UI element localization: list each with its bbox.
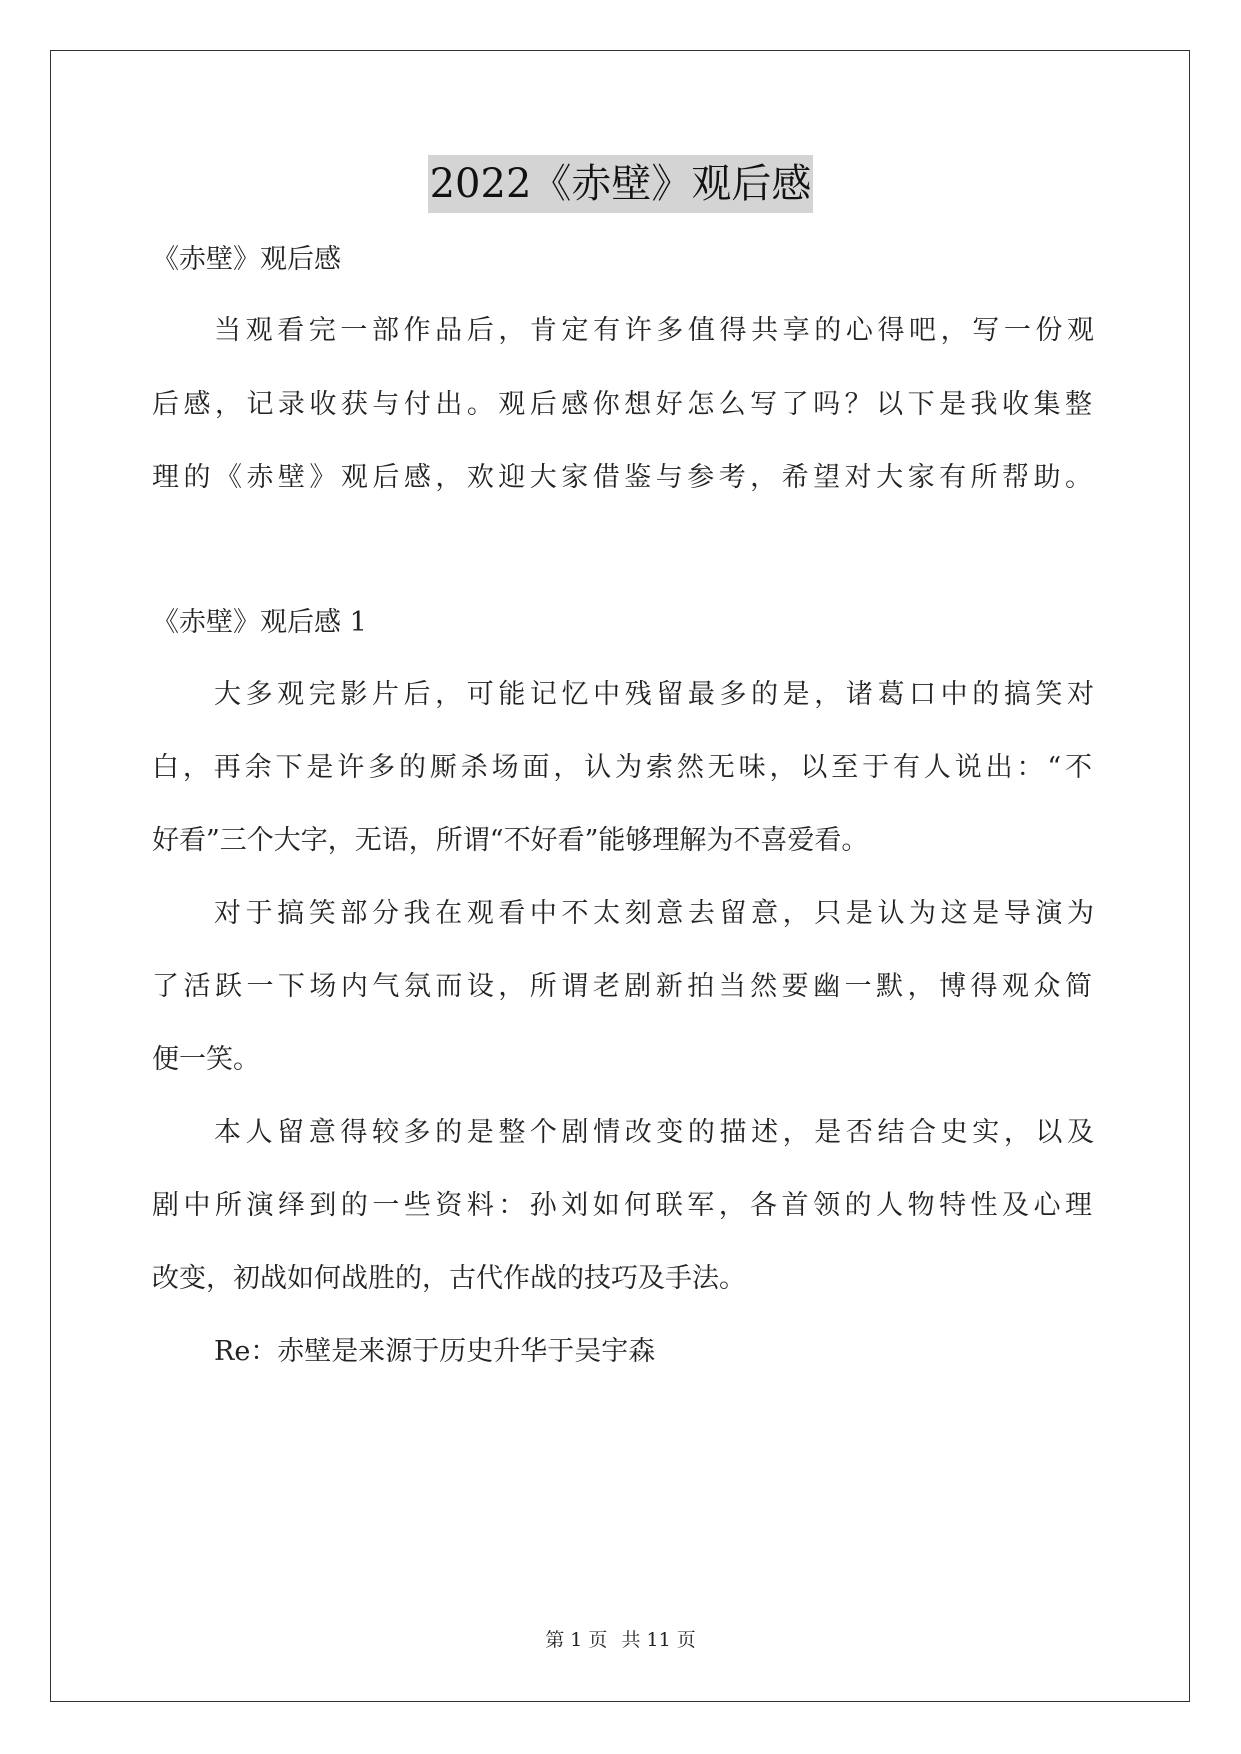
document-title: 2022《赤壁》观后感 — [428, 155, 814, 213]
paragraph1-line-1: 大多观完影片后，可能记忆中残留最多的是，诸葛口中的搞笑对 — [214, 679, 1094, 710]
paragraph3-line-1: 本人留意得较多的是整个剧情改变的描述，是否结合史实，以及 — [214, 1117, 1094, 1148]
page-footer — [0, 1628, 1241, 1652]
section-heading: 《赤壁》观后感 1 — [152, 607, 367, 638]
page-border — [50, 50, 1190, 1702]
page-number: 第 1 页 — [545, 1629, 608, 1651]
paragraph4: Re：赤壁是来源于历史升华于吴宇森 — [214, 1336, 656, 1367]
intro-line-3: 理的《赤壁》观后感，欢迎大家借鉴与参考，希望对大家有所帮助。 — [152, 462, 1092, 493]
paragraph2-line-1: 对于搞笑部分我在观看中不太刻意去留意，只是认为这是导演为 — [214, 898, 1094, 929]
paragraph3-line-3: 改变，初战如何战胜的，古代作战的技巧及手法。 — [152, 1263, 746, 1294]
paragraph3-line-2: 剧中所演绎到的一些资料：孙刘如何联军，各首领的人物特性及心理 — [152, 1190, 1092, 1221]
title-container — [0, 155, 1241, 213]
paragraph2-line-2: 了活跃一下场内气氛而设，所谓老剧新拍当然要幽一默，博得观众简 — [152, 971, 1092, 1002]
paragraph2-line-3: 便一笑。 — [152, 1044, 260, 1075]
paragraph1-line-3: 好看”三个大字，无语，所谓“不好看”能够理解为不喜爱看。 — [152, 825, 869, 856]
subtitle: 《赤壁》观后感 — [152, 244, 341, 275]
page-total: 共 11 页 — [621, 1629, 696, 1651]
intro-line-2: 后感，记录收获与付出。观后感你想好怎么写了吗？以下是我收集整 — [152, 389, 1092, 420]
intro-line-1: 当观看完一部作品后，肯定有许多值得共享的心得吧，写一份观 — [214, 315, 1094, 346]
paragraph1-line-2: 白，再余下是许多的厮杀场面，认为索然无味，以至于有人说出：“不 — [152, 752, 1092, 783]
